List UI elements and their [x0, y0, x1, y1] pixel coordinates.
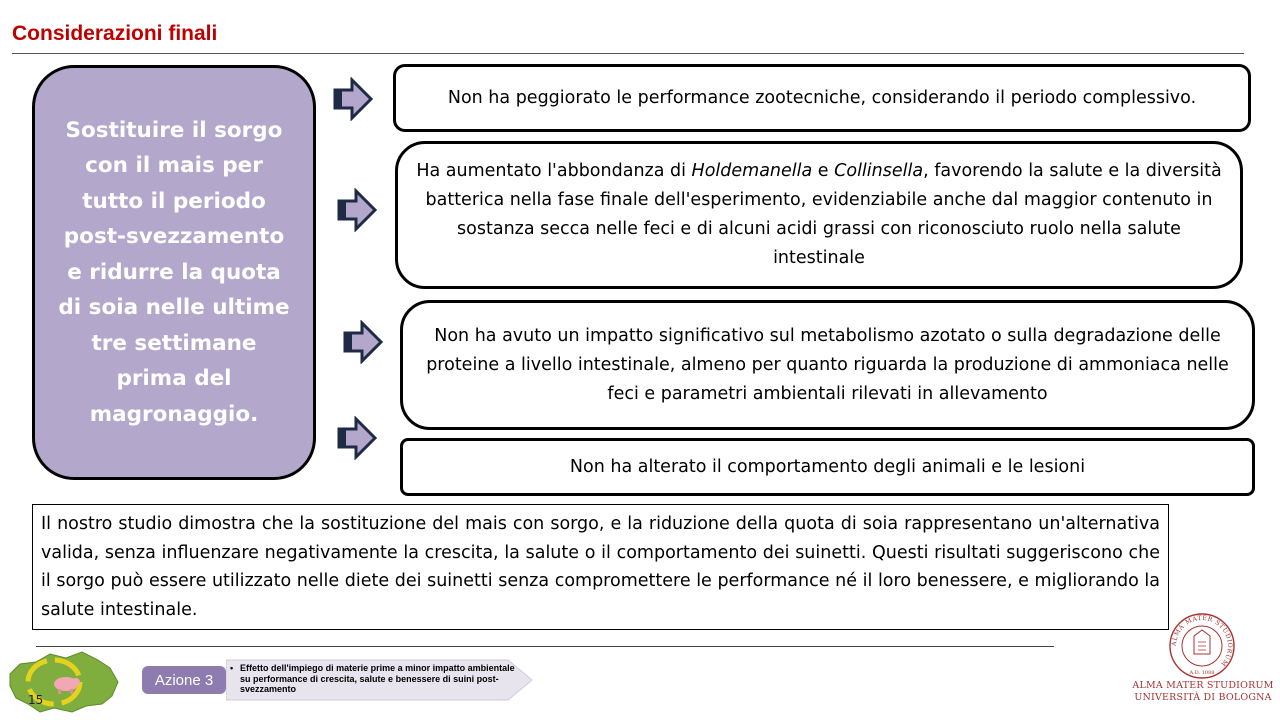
bullet-icon: • — [230, 663, 234, 673]
right-arrow-icon — [336, 188, 378, 232]
finding-microbiota — [395, 141, 1243, 289]
right-arrow-icon — [336, 416, 378, 460]
main-recommendation-box — [32, 65, 316, 480]
main-recommendation-text: Sostituire il sorgo con il mais per tutto il periodo post-svezzamento e ridurre la quota di soia nelle ultime tre settimane prima del magronaggio. — [58, 117, 290, 427]
finding-text: Non ha peggiorato le performance zootecniche, considerando il periodo complessivo. — [447, 87, 1197, 108]
finding-nitrogen-metabolism — [400, 300, 1255, 430]
finding-performance — [393, 64, 1251, 132]
genus-name: Holdemanella — [691, 161, 813, 181]
university-seal-icon — [1168, 612, 1236, 680]
seal-year: A.D. 1088 — [1189, 670, 1215, 676]
footer-divider — [36, 646, 1054, 647]
page-number: 15 — [28, 693, 44, 707]
action-description: • Effetto dell'impiego di materie prime a minor impatto ambientale su performance di crescita, salute e benessere di suini post-svezzamento — [230, 663, 515, 694]
conclusion-text: Il nostro studio dimostra che la sostituzione del mais con sorgo, e la riduzione della quota di soia rappresentano un'alternativa valida, senza influenzare negativamente la crescita, la salute o il comportamento dei suinetti. Questi risultati suggeriscono che il sorgo può essere utilizzato nelle diete dei suinetti senza compromettere le performance né il loro benessere, e migliorando la salute intestinale. — [41, 514, 1160, 620]
finding-behaviour — [400, 438, 1255, 496]
svg-text:ALMA MATER STUDIORUM: ALMA MATER STUDIORUM — [1170, 614, 1234, 668]
finding-text: Ha aumentato l'abbondanza di Holdemanella e Collinsella, favorendo la salute e la diversità batterica nella fase finale dell'esperimento, evidenziabile anche dal maggior contenuto in sostanza secca nelle feci e di alcuni acidi grassi con riconosciuto ruolo nella salute intestinale — [416, 161, 1222, 268]
emilia-romagna-map-icon — [6, 646, 122, 716]
slide-title: Considerazioni finali — [12, 22, 218, 45]
right-arrow-icon — [332, 77, 374, 121]
title-divider — [12, 53, 1244, 54]
conclusion-box — [32, 504, 1169, 630]
university-name: ALMA MATER STUDIORUM UNIVERSITÀ DI BOLOGNA — [1132, 680, 1274, 703]
right-arrow-icon — [342, 320, 384, 364]
action-badge: Azione 3 — [142, 666, 226, 694]
finding-text: Non ha alterato il comportamento degli animali e le lesioni — [569, 456, 1086, 477]
genus-name: Collinsella — [834, 161, 924, 181]
finding-text: Non ha avuto un impatto significativo sul metabolismo azotato o sulla degradazione delle proteine a livello intestinale, almeno per quanto riguarda la produzione di ammoniaca nelle feci e parametri ambientali rilevati in allevamento — [426, 325, 1229, 404]
